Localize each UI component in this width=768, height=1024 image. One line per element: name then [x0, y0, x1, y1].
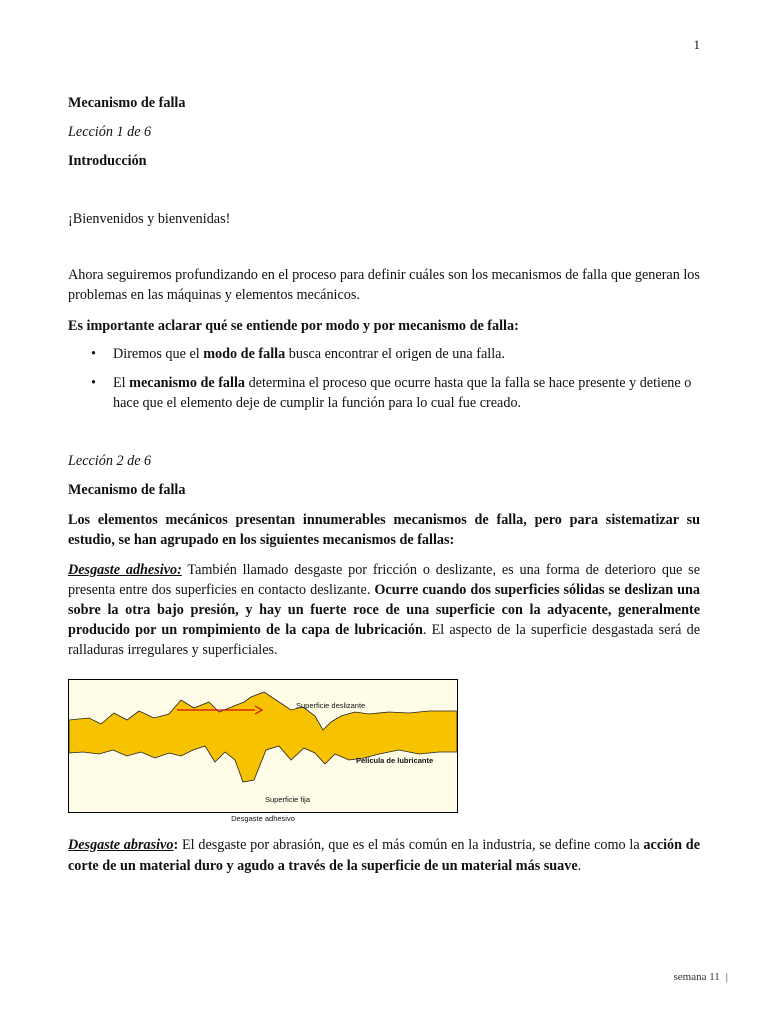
lesson-2-label: Lección 2 de 6: [68, 453, 152, 469]
bullet-text: El: [113, 375, 130, 391]
bullet-text: busca encontrar el origen de una falla.: [285, 346, 506, 362]
abrasive-paragraph: [68, 835, 700, 877]
wear-diagram: [69, 680, 457, 812]
page-number: 1: [693, 37, 700, 52]
abrasive-colon: :: [173, 837, 179, 853]
bullet-bold-term: mecanismo de falla: [129, 375, 246, 391]
abrasive-text: El desgaste por abrasión, que es el más común en la industria, se define como la: [178, 837, 644, 853]
adhesive-paragraph: [68, 560, 700, 660]
lesson-2-heading: Mecanismo de falla: [68, 482, 186, 498]
abrasive-term: Desgaste abrasivo: [68, 837, 174, 853]
label-lubricant-film: Película de lubricante: [356, 756, 434, 765]
adhesive-text: . El aspecto de la superficie desgastada será de ralladuras irregulares y superficiales.: [68, 622, 700, 658]
elements-paragraph: Los elementos mecánicos presentan innumerables mecanismos de falla, pero para sistematizar su estudio, se han agrupado en los siguientes mecanismos de fallas:: [68, 512, 700, 548]
page-footer: [673, 971, 728, 983]
lesson-1-label: Lección 1 de 6: [68, 124, 152, 140]
footer-label: semana 11: [673, 971, 720, 983]
bullet-list: [68, 344, 700, 413]
document-title: Mecanismo de falla: [68, 95, 186, 111]
abrasive-bold-text: acción de corte de un material duro y agudo a través de la superficie de un material más suave: [68, 837, 700, 874]
intro-heading: Introducción: [68, 153, 147, 169]
bullet-item: [113, 344, 700, 364]
abrasive-text: .: [577, 858, 582, 874]
adhesive-term: Desgaste adhesivo:: [68, 562, 182, 578]
adhesive-bold-text: Ocurre cuando dos superficies sólidas se deslizan una sobre la otra bajo presión, y hay un fuerte roce de una superficie con la adyacente, generalmente producido por un rompimiento de la capa de lubricación: [68, 582, 700, 638]
adhesive-text: También llamado desgaste por fricción o deslizante, es una forma de deterioro que se presenta entre dos superficies en contacto deslizante.: [68, 562, 700, 598]
welcome-text: ¡Bienvenidos y bienvenidas!: [68, 211, 231, 227]
adhesive-wear-figure: [68, 679, 458, 813]
document-body: [68, 93, 700, 660]
label-sliding-surface: Superficie deslizante: [296, 701, 366, 710]
figure-caption: Desgaste adhesivo: [231, 814, 295, 823]
bullet-text: determina el proceso que ocurre hasta que la falla se hace presente y detiene o hace que el elemento deje de cumplir la función para lo cual fue creado.: [113, 375, 692, 411]
bullet-text: Diremos que el: [113, 346, 204, 362]
important-heading: Es importante aclarar qué se entiende por modo y por mecanismo de falla:: [68, 318, 519, 334]
bullet-bold-term: modo de falla: [203, 346, 286, 362]
bullet-item: [113, 373, 700, 413]
lubricant-film-shape: [69, 692, 457, 782]
intro-paragraph: Ahora seguiremos profundizando en el proceso para definir cuáles son los mecanismos de falla que generan los problemas en las máquinas y elementos mecánicos.: [68, 267, 700, 303]
footer-separator: |: [725, 971, 728, 983]
label-fixed-surface: Superficie fija: [265, 795, 311, 804]
